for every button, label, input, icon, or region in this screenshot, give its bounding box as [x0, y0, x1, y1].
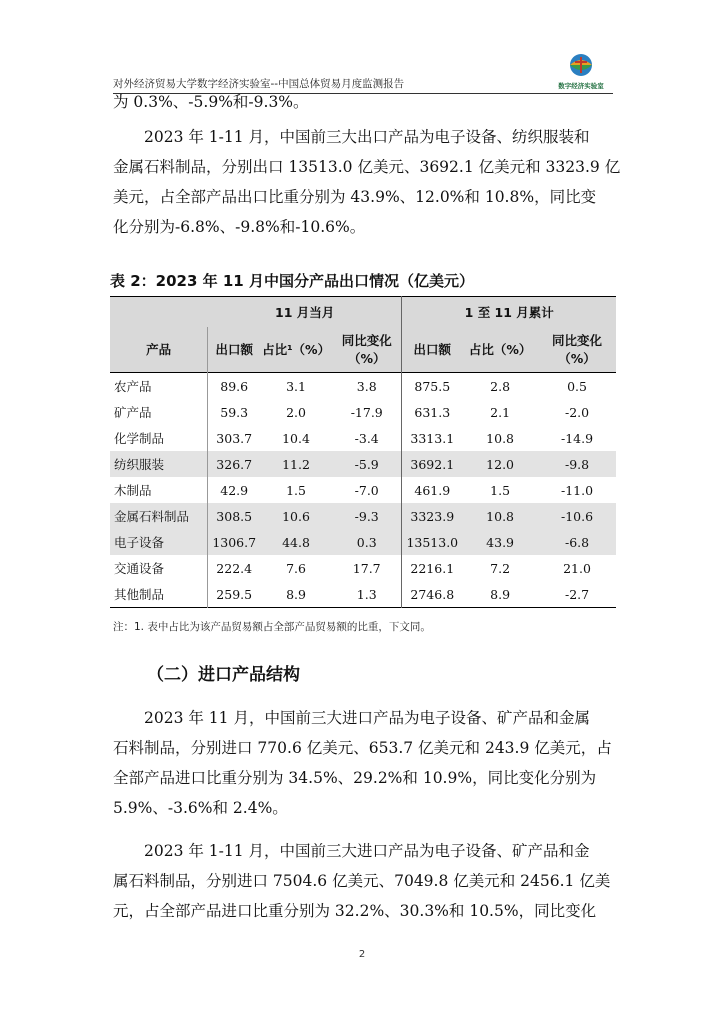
- value-cell: 2746.8: [410, 586, 455, 602]
- export-by-product-table: [110, 296, 616, 608]
- value-cell: 42.9: [220, 482, 249, 498]
- paragraph-import-month: [113, 703, 615, 823]
- lab-logo: [549, 52, 613, 92]
- value-cell: 1306.7: [208, 529, 260, 555]
- group-header-cumulative: 1 至 11 月累计: [402, 297, 616, 327]
- value-cell: 10.4: [282, 430, 310, 446]
- value-cell: 2.8: [490, 378, 511, 394]
- value-cell: 89.6: [220, 378, 249, 394]
- value-cell: -11.0: [561, 482, 594, 498]
- value-cell: 303.7: [216, 430, 253, 446]
- value-cell: 326.7: [208, 451, 260, 477]
- column-header: 同比变化（%）: [538, 327, 616, 373]
- value-cell: 2.1: [490, 404, 511, 420]
- product-cell: 农产品: [110, 373, 208, 400]
- text-line: 石料制品，分别进口 770.6 亿美元、653.7 亿美元和 243.9 亿美元，占: [113, 739, 612, 757]
- value-cell: 12.0: [462, 451, 538, 477]
- product-cell: 化学制品: [110, 425, 208, 451]
- header-title: 对外经济贸易大学数字经济实验室--中国总体贸易月度监测报告: [113, 78, 405, 90]
- text-line: 为 0.3%、-5.9%和-9.3%。: [113, 93, 309, 111]
- group-header-month: 11 月当月: [208, 297, 402, 327]
- table-row: [110, 555, 616, 581]
- table-row: [110, 503, 616, 529]
- product-cell: 电子设备: [110, 529, 208, 555]
- value-cell: -5.9: [332, 451, 402, 477]
- value-cell: 7.6: [286, 560, 306, 576]
- column-header: 占比¹（%）: [260, 327, 332, 373]
- table-row: [110, 477, 616, 503]
- table-row: [110, 529, 616, 555]
- value-cell: 2.0: [286, 404, 306, 420]
- value-cell: 17.7: [332, 555, 402, 581]
- value-cell: -10.6: [538, 503, 616, 529]
- value-cell: 461.9: [414, 482, 451, 498]
- product-cell: 木制品: [110, 477, 208, 503]
- column-header: 同比变化（%）: [332, 327, 402, 373]
- product-cell: 矿产品: [110, 399, 208, 425]
- value-cell: 43.9: [462, 529, 538, 555]
- text-line: 5.9%、-3.6%和 2.4%。: [113, 799, 288, 817]
- value-cell: -7.0: [332, 477, 402, 503]
- table-note: 注：1. 表中占比为该产品贸易额占全部产品贸易额的比重，下文同。: [113, 621, 431, 633]
- value-cell: 631.3: [414, 404, 451, 420]
- value-cell: -3.4: [332, 425, 402, 451]
- value-cell: 222.4: [216, 560, 253, 576]
- value-cell: 10.6: [260, 503, 332, 529]
- value-cell: 13513.0: [402, 529, 462, 555]
- value-cell: 1.5: [490, 482, 511, 498]
- table-caption: 表 2：2023 年 11 月中国分产品出口情况（亿美元）: [110, 272, 474, 290]
- text-line: 化分别为-6.8%、-9.8%和-10.6%。: [113, 218, 366, 236]
- text-line: 2023 年 1-11 月，中国前三大进口产品为电子设备、矿产品和金: [144, 842, 590, 860]
- value-cell: 3.8: [332, 373, 402, 400]
- value-cell: -9.8: [538, 451, 616, 477]
- value-cell: -17.9: [332, 399, 402, 425]
- page-number: 2: [358, 949, 366, 960]
- value-cell: -6.8: [538, 529, 616, 555]
- value-cell: 0.5: [567, 378, 587, 394]
- column-header: 出口额: [208, 327, 260, 373]
- value-cell: 1.3: [332, 581, 402, 608]
- paragraph-continuation: [113, 87, 615, 117]
- text-line: 美元，占全部产品出口比重分别为 43.9%、12.0%和 10.8%，同比变: [113, 188, 597, 206]
- value-cell: 59.3: [220, 404, 249, 420]
- value-cell: 44.8: [260, 529, 332, 555]
- value-cell: 10.8: [462, 503, 538, 529]
- table-row: [110, 399, 616, 425]
- text-line: 属石料制品，分别进口 7504.6 亿美元、7049.8 亿美元和 2456.1 亿美: [113, 872, 611, 890]
- value-cell: 3.1: [286, 378, 306, 394]
- value-cell: 3692.1: [402, 451, 462, 477]
- product-cell: 金属石料制品: [110, 503, 208, 529]
- product-cell: 纺织服装: [110, 451, 208, 477]
- column-header: 占比（%）: [462, 327, 538, 373]
- value-cell: 1.5: [286, 482, 306, 498]
- value-cell: 10.8: [486, 430, 515, 446]
- value-cell: 3313.1: [410, 430, 455, 446]
- value-cell: -14.9: [561, 430, 594, 446]
- text-line: 2023 年 1-11 月，中国前三大出口产品为电子设备、纺织服装和: [144, 128, 590, 146]
- value-cell: 21.0: [563, 560, 591, 576]
- section-title: （二）进口产品结构: [147, 665, 300, 685]
- text-line: 全部产品进口比重分别为 34.5%、29.2%和 10.9%，同比变化分别为: [113, 769, 597, 787]
- table-row: [110, 451, 616, 477]
- paragraph-export-cumulative: [113, 122, 621, 242]
- value-cell: 8.9: [286, 586, 306, 602]
- table-row: [110, 425, 616, 451]
- value-cell: 875.5: [414, 378, 451, 394]
- globe-logo-icon: [566, 52, 596, 80]
- table-row: [110, 373, 616, 400]
- column-header-product: 产品: [110, 327, 208, 373]
- value-cell: 2216.1: [410, 560, 455, 576]
- value-cell: 8.9: [490, 586, 511, 602]
- value-cell: 3323.9: [402, 503, 462, 529]
- value-cell: 11.2: [260, 451, 332, 477]
- header-blank: [110, 297, 208, 327]
- text-line: 元，占全部产品进口比重分别为 32.2%、30.3%和 10.5%，同比变化: [113, 902, 597, 920]
- product-cell: 交通设备: [110, 555, 208, 581]
- value-cell: -2.7: [564, 586, 590, 602]
- value-cell: 7.2: [490, 560, 511, 576]
- column-header: 出口额: [402, 327, 462, 373]
- value-cell: -9.3: [332, 503, 402, 529]
- paragraph-import-cumulative: [113, 836, 615, 926]
- table-row: [110, 581, 616, 608]
- value-cell: 259.5: [216, 586, 253, 602]
- text-line: 金属石料制品，分别出口 13513.0 亿美元、3692.1 亿美元和 3323.9 亿: [113, 158, 621, 176]
- value-cell: 308.5: [208, 503, 260, 529]
- value-cell: -2.0: [564, 404, 590, 420]
- logo-text: 数字经济实验室: [558, 82, 604, 90]
- text-line: 2023 年 11 月，中国前三大进口产品为电子设备、矿产品和金属: [144, 709, 590, 727]
- value-cell: 0.3: [332, 529, 402, 555]
- product-cell: 其他制品: [110, 581, 208, 608]
